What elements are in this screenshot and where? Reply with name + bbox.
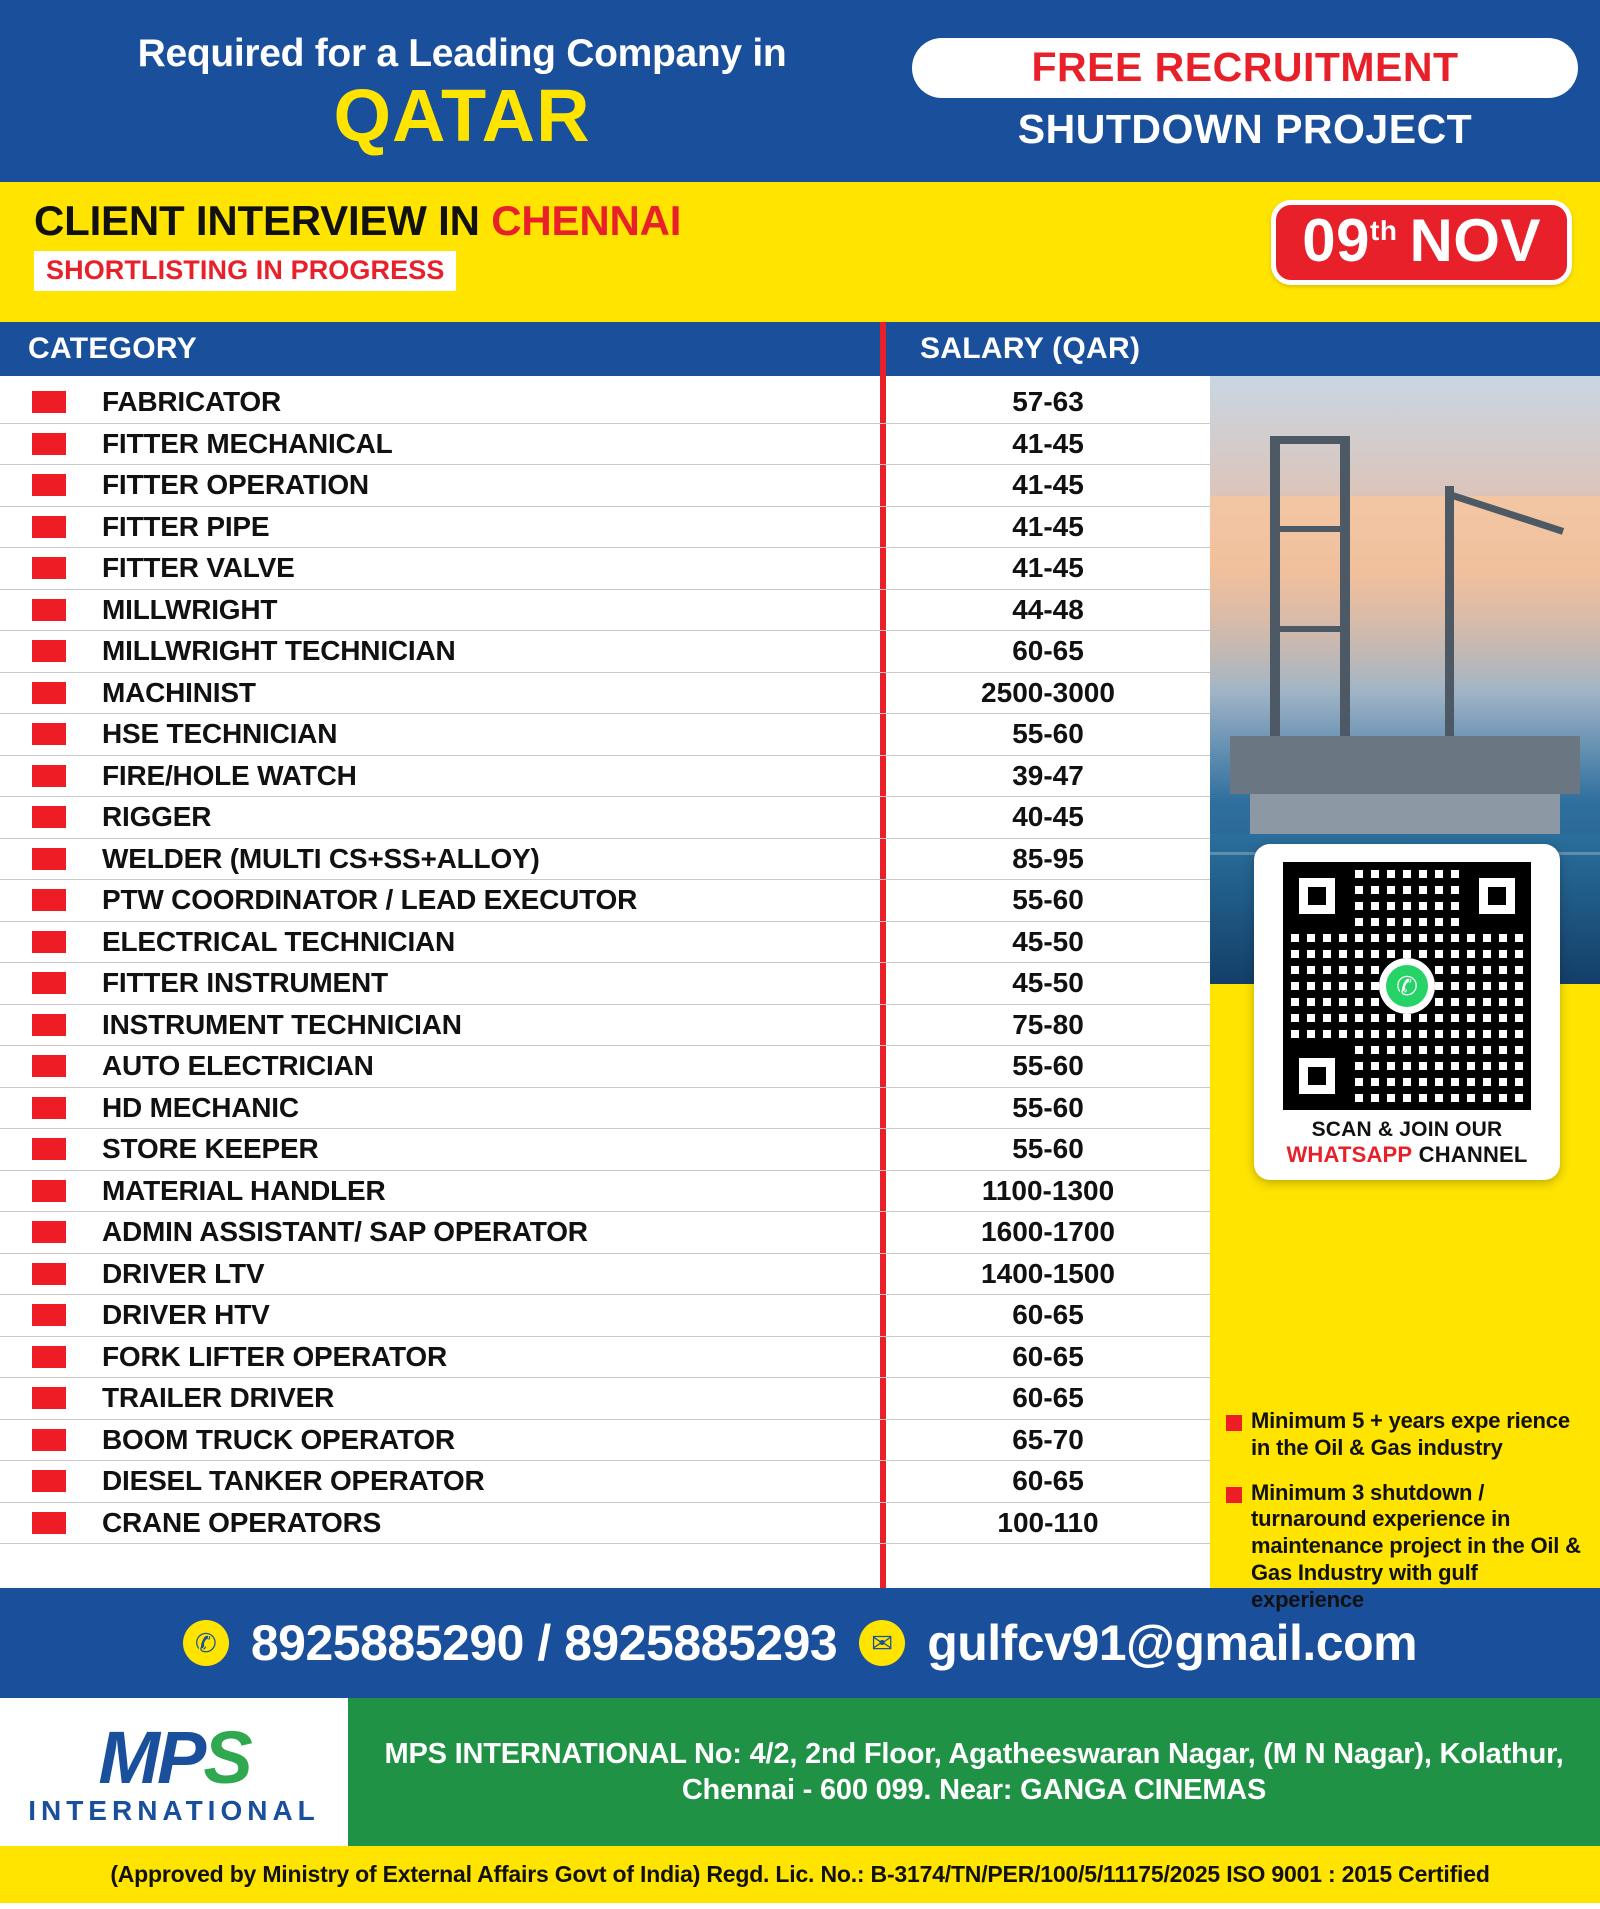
table-row-inner	[0, 673, 1210, 715]
table-row-inner	[0, 1420, 1210, 1462]
table-row-inner	[0, 424, 1210, 466]
table-row	[0, 839, 1210, 881]
requirements-notes	[1210, 1398, 1600, 1632]
row-category: ADMIN ASSISTANT/ SAP OPERATOR	[102, 1216, 588, 1248]
row-bullet-icon	[32, 1055, 66, 1077]
table-row	[0, 465, 1210, 507]
table-row-inner	[0, 382, 1210, 424]
table-header	[0, 322, 1600, 376]
row-bullet-icon	[32, 1512, 66, 1534]
table-row-inner	[0, 465, 1210, 507]
row-bullet-icon	[32, 1429, 66, 1451]
row-salary: 39-47	[1012, 759, 1084, 791]
table-row-inner	[0, 1171, 1210, 1213]
row-category: FIRE/HOLE WATCH	[102, 759, 357, 791]
company-logo	[0, 1698, 348, 1846]
table-row-inner	[0, 1005, 1210, 1047]
table-row-inner	[0, 548, 1210, 590]
row-category: CRANE OPERATORS	[102, 1506, 382, 1538]
shortlisting-badge: SHORTLISTING IN PROGRESS	[34, 251, 456, 291]
row-salary: 41-45	[1012, 552, 1084, 584]
row-bullet-icon	[32, 474, 66, 496]
row-bullet-icon	[32, 1221, 66, 1243]
row-bullet-icon	[32, 1387, 66, 1409]
table-row-inner	[0, 507, 1210, 549]
row-category: HSE TECHNICIAN	[102, 718, 338, 750]
header-right-block	[902, 32, 1578, 150]
table-row-inner	[0, 880, 1210, 922]
table-row	[0, 1295, 1210, 1337]
table-header-divider	[880, 322, 886, 376]
table-row	[0, 382, 1210, 424]
interview-prefix: CLIENT INTERVIEW IN	[34, 197, 492, 244]
table-row	[0, 963, 1210, 1005]
address-detail: No: 4/2, 2nd Floor, Agatheeswaran Nagar, (M N Nagar), Kolathur, Chennai - 600 099. Near: GANGA CINEMAS	[681, 1737, 1564, 1806]
right-sidebar	[1210, 376, 1600, 1612]
table-row	[0, 714, 1210, 756]
row-salary: 45-50	[1012, 967, 1084, 999]
row-category: FITTER OPERATION	[102, 469, 369, 501]
interview-date-badge	[1271, 200, 1572, 285]
rig-mast-right	[1340, 436, 1350, 736]
row-salary: 60-65	[1012, 1465, 1084, 1497]
table-row-inner	[0, 714, 1210, 756]
row-salary: 2500-3000	[981, 676, 1115, 708]
company-name: MPS INTERNATIONAL	[384, 1737, 687, 1770]
row-category: AUTO ELECTRICIAN	[102, 1050, 374, 1082]
row-salary: 60-65	[1012, 1340, 1084, 1372]
row-salary: 41-45	[1012, 510, 1084, 542]
phone-icon: ✆	[183, 1620, 229, 1666]
row-category: FITTER MECHANICAL	[102, 427, 393, 459]
qr-finder-bottom-left	[1287, 1046, 1347, 1106]
row-salary: 100-110	[997, 1506, 1099, 1538]
row-bullet-icon	[32, 599, 66, 621]
rig-deck-lower	[1250, 794, 1560, 834]
row-bullet-icon	[32, 889, 66, 911]
scan-label-line2	[1270, 1142, 1544, 1168]
table-row-inner	[0, 756, 1210, 798]
row-bullet-icon	[32, 972, 66, 994]
table-row-inner	[0, 839, 1210, 881]
row-salary: 65-70	[1012, 1423, 1084, 1455]
email-icon: ✉	[859, 1620, 905, 1666]
row-salary: 55-60	[1012, 1133, 1084, 1165]
row-salary: 75-80	[1012, 1008, 1084, 1040]
row-category: FABRICATOR	[102, 386, 281, 418]
poster-body	[0, 376, 1600, 1612]
table-row-inner	[0, 1212, 1210, 1254]
interview-date-month: NOV	[1409, 207, 1541, 274]
phone-numbers[interactable]: 8925885290 / 8925885293	[250, 1615, 838, 1671]
note-bullet-icon	[1226, 1415, 1242, 1431]
table-row	[0, 631, 1210, 673]
header-left-block	[22, 28, 902, 155]
table-row-inner	[0, 1254, 1210, 1296]
row-bullet-icon	[32, 1014, 66, 1036]
rig-crane-mast	[1445, 486, 1454, 746]
rig-mast-top	[1270, 436, 1350, 444]
row-category: DIESEL TANKER OPERATOR	[102, 1465, 485, 1497]
table-row	[0, 1254, 1210, 1296]
row-salary: 55-60	[1012, 1050, 1084, 1082]
free-recruitment-badge: FREE RECRUITMENT	[912, 38, 1578, 98]
note-bullet-icon	[1226, 1487, 1242, 1503]
scan-label-line1: SCAN & JOIN OUR	[1311, 1118, 1503, 1141]
jobs-rows-container	[0, 382, 1210, 1544]
approval-bar	[0, 1846, 1600, 1903]
qr-finder-top-right	[1467, 866, 1527, 926]
row-salary: 1400-1500	[981, 1257, 1115, 1289]
interview-city: CHENNAI	[491, 197, 682, 244]
rig-mast-brace-1	[1272, 526, 1348, 532]
rig-mast-left	[1270, 436, 1280, 736]
table-row	[0, 797, 1210, 839]
row-salary: 1600-1700	[981, 1216, 1115, 1248]
table-row	[0, 1420, 1210, 1462]
whatsapp-qr-code[interactable]	[1283, 862, 1531, 1110]
note-text: Minimum 5 + years expe rience in the Oil & Gas industry	[1251, 1408, 1570, 1460]
table-row	[0, 1171, 1210, 1213]
approval-text: (Approved by Ministry of External Affairs Govt of India) Regd. Lic. No.: B-3174/TN/PER/100/5/11175/2025 ISO 9001 : 2015 Certified	[110, 1861, 1490, 1887]
poster-header	[0, 0, 1600, 182]
row-category: DRIVER HTV	[102, 1299, 270, 1331]
table-row-inner	[0, 1129, 1210, 1171]
table-row	[0, 673, 1210, 715]
row-bullet-icon	[32, 1470, 66, 1492]
row-bullet-icon	[32, 1180, 66, 1202]
row-bullet-icon	[32, 1346, 66, 1368]
row-category: WELDER (MULTI CS+SS+ALLOY)	[102, 842, 540, 874]
whatsapp-word: WHATSAPP	[1286, 1142, 1413, 1167]
table-row	[0, 548, 1210, 590]
row-salary: 55-60	[1012, 718, 1084, 750]
table-row-inner	[0, 1088, 1210, 1130]
row-category: ELECTRICAL TECHNICIAN	[102, 925, 456, 957]
header-subtitle: Required for a Leading Company in	[137, 31, 787, 75]
table-row-inner	[0, 1378, 1210, 1420]
row-category: BOOM TRUCK OPERATOR	[102, 1423, 455, 1455]
table-row-inner	[0, 797, 1210, 839]
row-bullet-icon	[32, 516, 66, 538]
row-salary: 60-65	[1012, 635, 1084, 667]
row-salary: 55-60	[1012, 1091, 1084, 1123]
table-row-inner	[0, 1046, 1210, 1088]
row-bullet-icon	[32, 806, 66, 828]
table-row-inner	[0, 631, 1210, 673]
table-row-inner	[0, 1295, 1210, 1337]
row-bullet-icon	[32, 1097, 66, 1119]
table-row-inner	[0, 1461, 1210, 1503]
rig-deck-upper	[1230, 736, 1580, 794]
row-category: MATERIAL HANDLER	[102, 1174, 386, 1206]
note-text: Minimum 3 shutdown / turnaround experience in maintenance project in the Oil & Gas Industry with gulf experience	[1251, 1479, 1581, 1612]
channel-word: CHANNEL	[1412, 1142, 1528, 1167]
row-bullet-icon	[32, 1138, 66, 1160]
table-header-salary: SALARY (QAR)	[920, 332, 1141, 365]
row-salary: 44-48	[1012, 593, 1084, 625]
row-category: STORE KEEPER	[102, 1133, 319, 1165]
row-category: FITTER VALVE	[102, 552, 295, 584]
table-row	[0, 424, 1210, 466]
qr-finder-top-left	[1287, 866, 1347, 926]
table-row	[0, 1129, 1210, 1171]
row-salary: 40-45	[1012, 801, 1084, 833]
row-bullet-icon	[32, 640, 66, 662]
logo-mark: MPS	[98, 1715, 250, 1799]
address-text	[374, 1736, 1574, 1809]
table-row	[0, 1461, 1210, 1503]
row-category: FITTER PIPE	[102, 510, 270, 542]
table-row	[0, 922, 1210, 964]
table-row	[0, 1088, 1210, 1130]
table-row	[0, 1503, 1210, 1545]
table-row	[0, 1378, 1210, 1420]
poster-footer	[0, 1698, 1600, 1846]
row-bullet-icon	[32, 433, 66, 455]
table-header-category: CATEGORY	[28, 332, 198, 365]
table-row	[0, 507, 1210, 549]
row-bullet-icon	[32, 848, 66, 870]
row-salary: 41-45	[1012, 469, 1084, 501]
row-category: INSTRUMENT TECHNICIAN	[102, 1008, 462, 1040]
row-category: TRAILER DRIVER	[102, 1382, 335, 1414]
row-category: FORK LIFTER OPERATOR	[102, 1340, 447, 1372]
table-row-inner	[0, 1503, 1210, 1545]
row-category: HD MECHANIC	[102, 1091, 299, 1123]
row-category: PTW COORDINATOR / LEAD EXECUTOR	[102, 884, 638, 916]
interview-date-suffix: th	[1370, 215, 1398, 246]
header-country: QATAR	[333, 73, 591, 157]
row-bullet-icon	[32, 391, 66, 413]
table-row-inner	[0, 590, 1210, 632]
table-row	[0, 880, 1210, 922]
whatsapp-icon: ✆	[1379, 958, 1435, 1014]
note-item	[1226, 1480, 1582, 1614]
rig-mast-brace-2	[1272, 626, 1348, 632]
row-salary: 60-65	[1012, 1382, 1084, 1414]
logo-subtext: INTERNATIONAL	[28, 1795, 320, 1827]
table-row-inner	[0, 1337, 1210, 1379]
row-bullet-icon	[32, 557, 66, 579]
row-category: DRIVER LTV	[102, 1257, 265, 1289]
row-category: RIGGER	[102, 801, 212, 833]
row-category: MILLWRIGHT TECHNICIAN	[102, 635, 456, 667]
row-salary: 85-95	[1012, 842, 1084, 874]
table-row-inner	[0, 922, 1210, 964]
row-salary: 45-50	[1012, 925, 1084, 957]
table-row	[0, 1005, 1210, 1047]
qr-card[interactable]	[1254, 844, 1560, 1180]
address-block	[348, 1698, 1600, 1846]
row-salary: 1100-1300	[981, 1174, 1115, 1206]
row-category: MACHINIST	[102, 676, 256, 708]
row-bullet-icon	[32, 1263, 66, 1285]
row-bullet-icon	[32, 1304, 66, 1326]
table-row	[0, 1337, 1210, 1379]
interview-date-day: 09	[1302, 207, 1371, 274]
row-bullet-icon	[32, 723, 66, 745]
interview-bar	[0, 182, 1600, 322]
row-bullet-icon	[32, 765, 66, 787]
row-salary: 57-63	[1012, 386, 1084, 418]
table-row	[0, 590, 1210, 632]
row-category: FITTER INSTRUMENT	[102, 967, 388, 999]
row-bullet-icon	[32, 682, 66, 704]
table-row	[0, 756, 1210, 798]
shutdown-project-label: SHUTDOWN PROJECT	[1017, 106, 1473, 152]
email-address[interactable]: gulfcv91@gmail.com	[927, 1615, 1418, 1671]
table-row-inner	[0, 963, 1210, 1005]
table-row	[0, 1046, 1210, 1088]
row-salary: 55-60	[1012, 884, 1084, 916]
row-salary: 41-45	[1012, 427, 1084, 459]
row-category: MILLWRIGHT	[102, 593, 278, 625]
row-bullet-icon	[32, 931, 66, 953]
note-item	[1226, 1408, 1582, 1462]
row-salary: 60-65	[1012, 1299, 1084, 1331]
jobs-table	[0, 376, 1210, 1588]
table-row	[0, 1212, 1210, 1254]
